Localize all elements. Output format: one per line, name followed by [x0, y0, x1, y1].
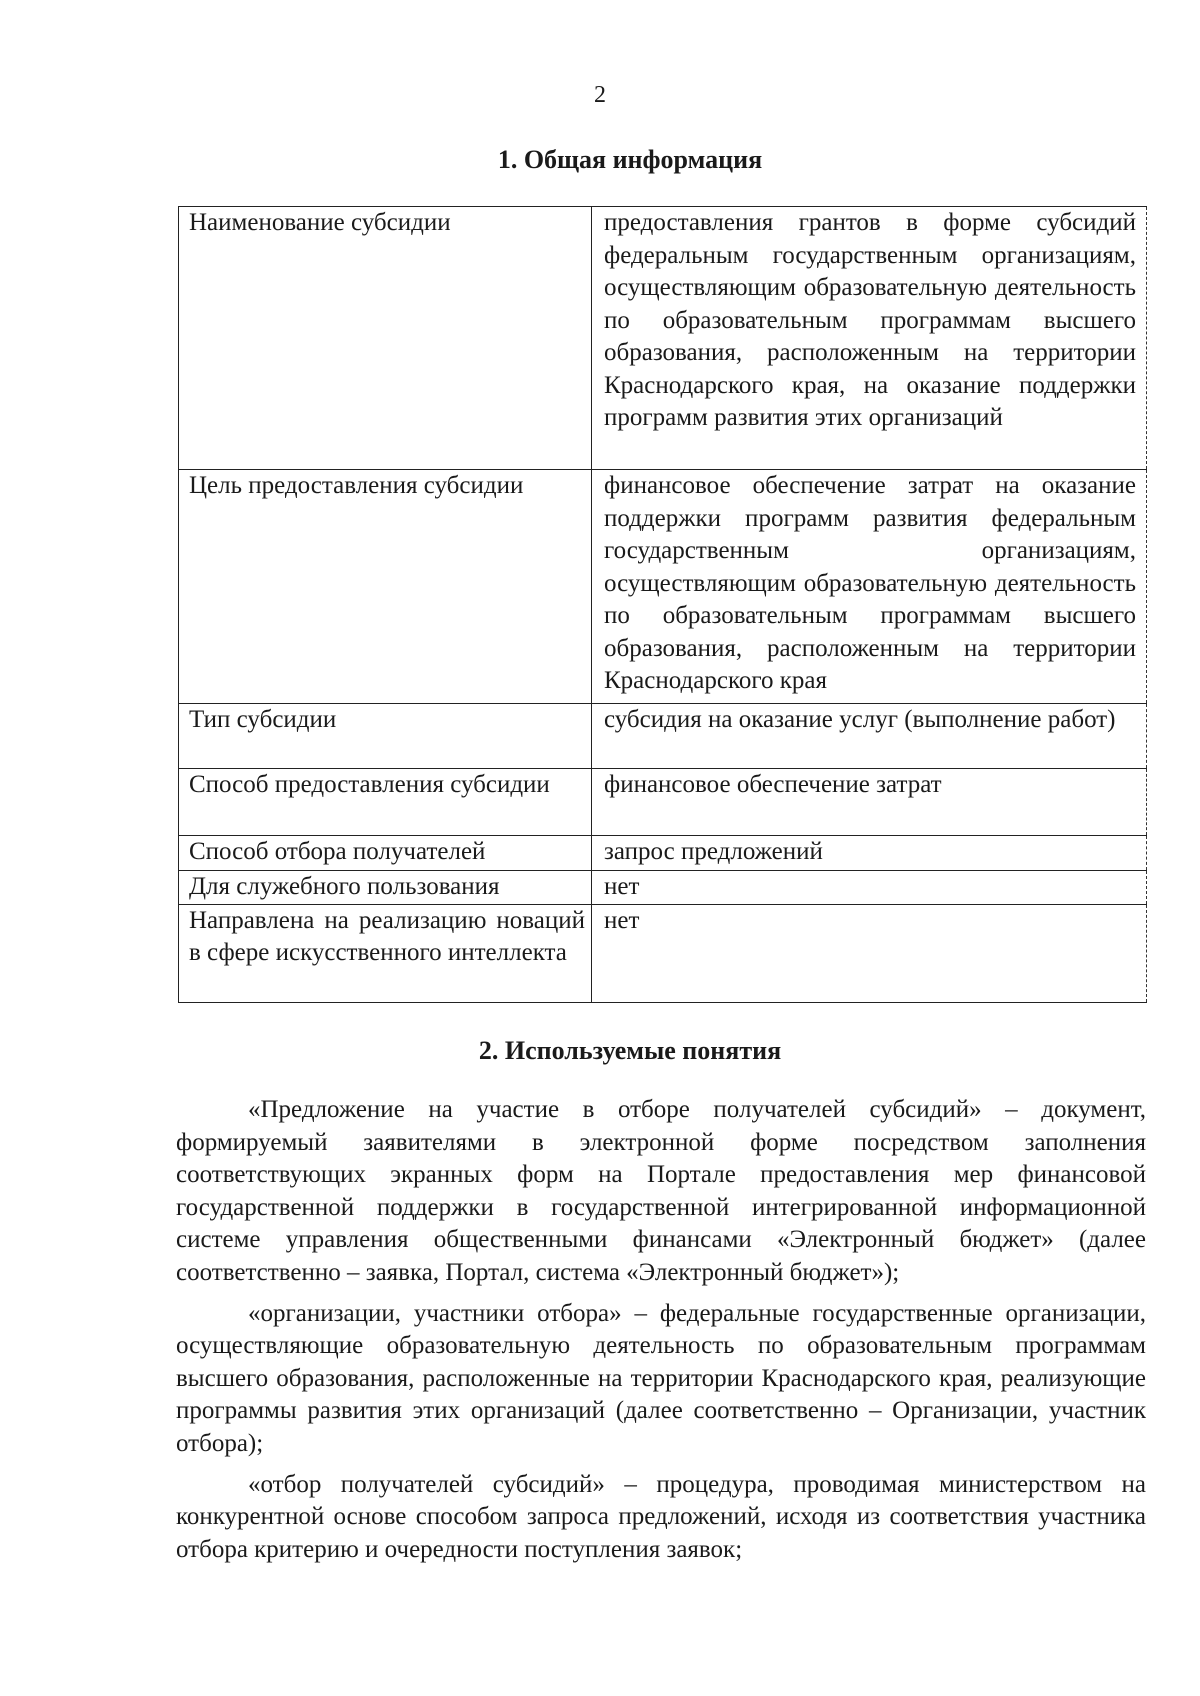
row-label: Наименование субсидии — [179, 207, 592, 470]
row-value: запрос предложений — [592, 836, 1147, 871]
definition-paragraph: «отбор получателей субсидий» – процедура, проводимая министерством на конкурентной основе способом запроса предложений, исходя из соответствия участника отбора критерию и очередности поступления заявок; — [176, 1470, 1146, 1563]
table-row — [179, 704, 1147, 769]
definition-paragraph: «организации, участники отбора» – федеральные государственные организации, осуществляющие образовательную деятельность по образовательным программам высшего образования, расположенные на территории Краснодарского края, реализующие программы развития этих организаций (далее соответственно – Организации, участник отбора); — [176, 1299, 1146, 1457]
section-title-general-info: 1. Общая информация — [497, 145, 763, 174]
general-info-table — [178, 206, 1147, 1003]
row-label: Цель предоставления субсидии — [179, 470, 592, 704]
row-label: Для служебного пользования — [179, 871, 592, 905]
definition-paragraph: «Предложение на участие в отборе получателей субсидий» – документ, формируемый заявителями в электронной форме посредством заполнения соответствующих экранных форм на Портале предоставления мер финансовой государственной поддержки в государственной интегрированной информационной системе управления общественными финансами «Электронный бюджет» (далее соответственно – заявка, Портал, система «Электронный бюджет»); — [176, 1096, 1146, 1286]
row-value: субсидия на оказание услуг (выполнение работ) — [592, 704, 1147, 769]
row-value: финансовое обеспечение затрат на оказание поддержки программ развития федеральным государственным организациям, осуществляющим образовательную деятельность по образовательным программам высшего образования, расположенным на территории Краснодарского края — [592, 470, 1147, 704]
row-label: Направлена на реализацию новаций в сфере искусственного интеллекта — [179, 904, 592, 1002]
table-row — [179, 207, 1147, 470]
section-title-definitions: 2. Используемые понятия — [478, 1036, 782, 1065]
row-value: нет — [592, 871, 1147, 905]
table-row — [179, 470, 1147, 704]
table-row — [179, 871, 1147, 905]
row-value: нет — [592, 904, 1147, 1002]
definitions-body — [176, 1094, 1146, 1574]
page-number: 2 — [594, 82, 606, 108]
row-label: Тип субсидии — [179, 704, 592, 769]
row-label: Способ предоставления субсидии — [179, 769, 592, 836]
row-value: предоставления грантов в форме субсидий федеральным государственным организациям, осуществляющим образовательную деятельность по образовательным программам высшего образования, расположенным на территории Краснодарского края, на оказание поддержки программ развития этих организаций — [592, 207, 1147, 470]
row-value: финансовое обеспечение затрат — [592, 769, 1147, 836]
table-row — [179, 836, 1147, 871]
row-label: Способ отбора получателей — [179, 836, 592, 871]
table-row — [179, 904, 1147, 1002]
table-row — [179, 769, 1147, 836]
